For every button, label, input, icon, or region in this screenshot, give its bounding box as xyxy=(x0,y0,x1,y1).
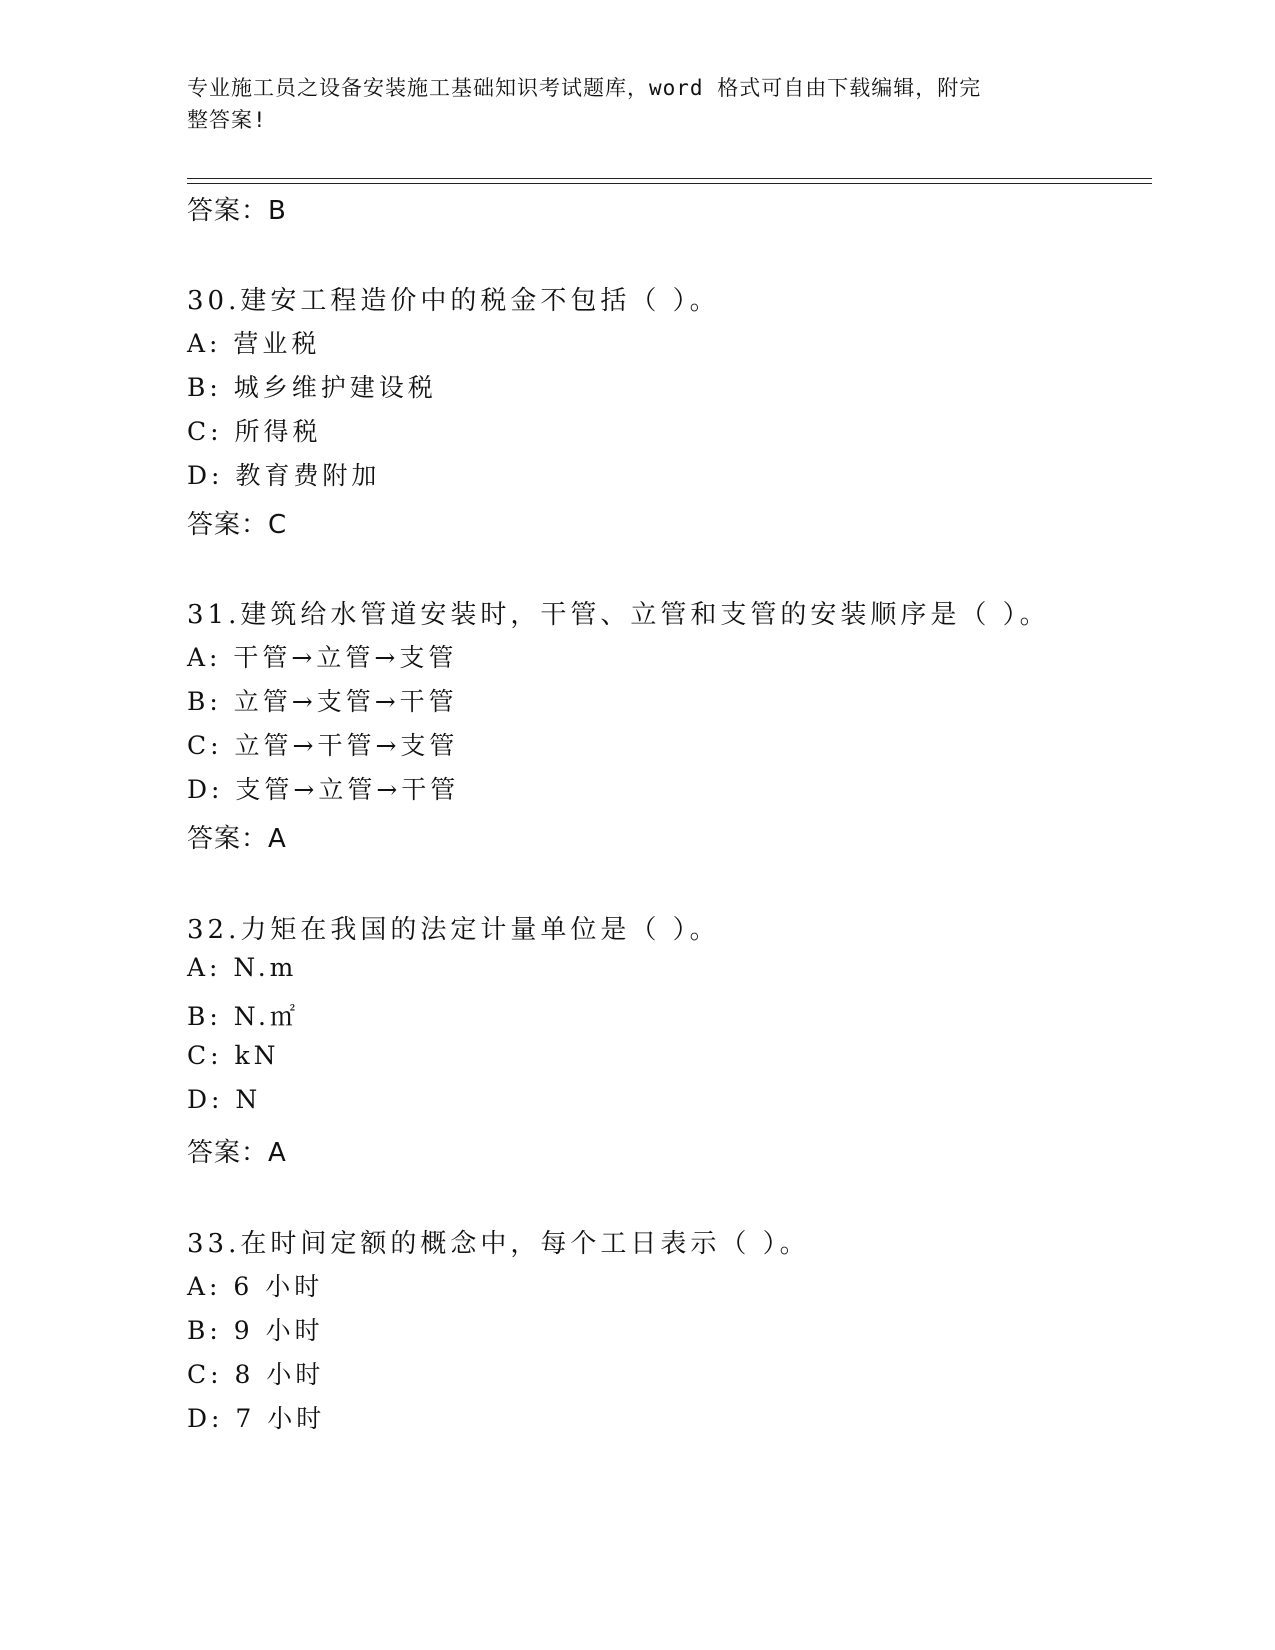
option-30-d: D: 教育费附加 xyxy=(187,461,381,490)
answer-32: 答案：A xyxy=(187,1138,287,1168)
header-divider-bottom xyxy=(187,183,1152,184)
question-33: 33.在时间定额的概念中，每个工日表示（ ）。 xyxy=(187,1229,810,1259)
option-30-a: A: 营业税 xyxy=(187,329,321,358)
answer-30: 答案：C xyxy=(187,510,288,540)
option-31-a: A: 干管→立管→支管 xyxy=(187,643,458,672)
option-30-b: B: 城乡维护建设税 xyxy=(187,373,437,402)
option-32-c: C: kN xyxy=(187,1041,280,1070)
answer-29: 答案：B xyxy=(187,196,287,226)
header-line-2: 整答案! xyxy=(187,108,267,132)
option-33-c: C: 8 小时 xyxy=(187,1360,325,1389)
option-31-d: D: 支管→立管→干管 xyxy=(187,775,460,804)
option-31-c: C: 立管→干管→支管 xyxy=(187,731,459,760)
question-31: 31.建筑给水管道安装时，干管、立管和支管的安装顺序是（ ）。 xyxy=(187,600,1050,630)
option-33-d: D: 7 小时 xyxy=(187,1404,326,1433)
option-30-c: C: 所得税 xyxy=(187,417,322,446)
option-33-a: A: 6 小时 xyxy=(187,1272,324,1301)
option-32-d: D: N xyxy=(187,1085,262,1114)
question-32: 32.力矩在我国的法定计量单位是（ ）。 xyxy=(187,915,720,945)
document-header xyxy=(187,72,1067,136)
option-32-a: A: N.m xyxy=(187,953,298,982)
question-30: 30.建安工程造价中的税金不包括（ ）。 xyxy=(187,286,720,316)
header-line-1: 专业施工员之设备安装施工基础知识考试题库，word 格式可自由下载编辑，附完 xyxy=(187,76,982,100)
answer-31: 答案：A xyxy=(187,824,287,854)
option-32-b: B: N.㎡ xyxy=(187,1002,299,1031)
header-divider-top xyxy=(187,178,1152,179)
option-33-b: B: 9 小时 xyxy=(187,1316,324,1345)
option-31-b: B: 立管→支管→干管 xyxy=(187,687,458,716)
